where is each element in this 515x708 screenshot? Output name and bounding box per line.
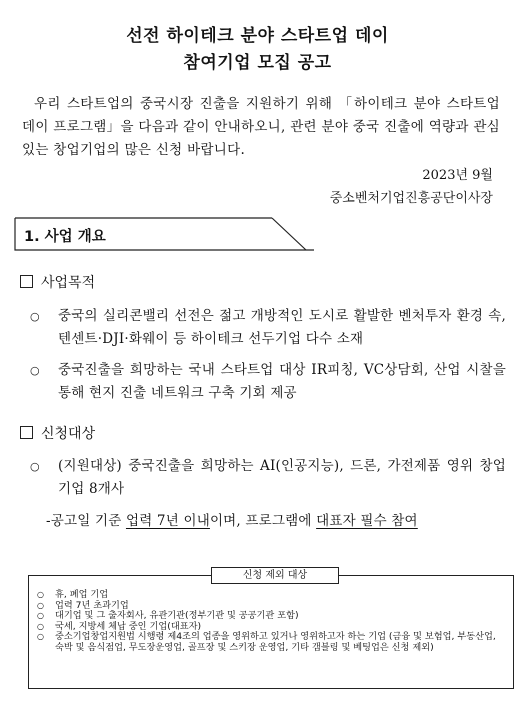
purpose-item bbox=[30, 305, 506, 351]
circle-bullet-icon: ○ bbox=[30, 460, 40, 473]
exclusion-box bbox=[28, 570, 514, 689]
section-heading bbox=[14, 217, 314, 251]
target-heading bbox=[20, 423, 95, 443]
issue-block bbox=[330, 164, 493, 210]
exclusion-item-text: 대기업 및 그 출자회사, 유관기관(정부기관 및 공공기관 포함) bbox=[55, 610, 299, 622]
circle-bullet-icon: ○ bbox=[30, 310, 40, 323]
target-item bbox=[30, 455, 506, 501]
target-item-text: (지원대상) 중국진출을 희망하는 AI(인공지능), 드론, 가전제품 영위 창업 기업 8개사 bbox=[58, 458, 506, 497]
square-bullet-icon bbox=[20, 426, 33, 439]
exclusion-list bbox=[37, 590, 503, 654]
circle-bullet-icon: ○ bbox=[37, 590, 44, 599]
eligibility-prefix: -공고일 기준 bbox=[46, 513, 126, 529]
exclusion-item-text: 중소기업창업지원법 시행령 제4조의 업종을 영위하고 있거나 영위하고자 하는 기업 (금융 및 보험업, 부동산업, 숙박 및 음식점업, 무도장운영업, 골프장 및 스키장 운영업, 기타 갬블링 및 베팅업은 신청 제외) bbox=[55, 631, 496, 653]
exclusion-title: 신청 제외 대상 bbox=[211, 567, 339, 584]
issue-date: 2023년 9월 bbox=[422, 168, 493, 183]
target-heading-text: 신청대상 bbox=[41, 426, 96, 442]
eligibility-age-condition: 업력 7년 이내 bbox=[125, 513, 210, 529]
announcement-subtitle: 참여기업 모집 공고 bbox=[183, 53, 332, 73]
eligibility-ceo-condition: 대표자 필수 참여 bbox=[316, 513, 418, 529]
purpose-heading bbox=[20, 272, 95, 292]
purpose-item bbox=[30, 359, 506, 405]
purpose-item-text: 중국의 실리콘밸리 선전은 젊고 개방적인 도시로 활발한 벤처투자 환경 속, 텐센트·DJI·화웨이 등 하이테크 선두기업 다수 소재 bbox=[58, 308, 506, 347]
purpose-heading-text: 사업목적 bbox=[41, 275, 96, 291]
eligibility-note bbox=[46, 509, 418, 529]
announcement-title: 선전 하이테크 분야 스타트업 데이 bbox=[126, 26, 389, 46]
circle-bullet-icon: ○ bbox=[37, 611, 44, 621]
issuer-name: 중소벤처기업진흥공단이사장 bbox=[329, 191, 493, 206]
circle-bullet-icon: ○ bbox=[37, 632, 44, 642]
exclusion-item-text: 업력 7년 초과기업 bbox=[55, 599, 129, 611]
section-title: 1. 사업 개요 bbox=[24, 229, 106, 245]
exclusion-item-text: 국세, 지방세 체납 중인 기업(대표자) bbox=[55, 620, 202, 632]
circle-bullet-icon: ○ bbox=[30, 364, 40, 377]
exclusion-item bbox=[37, 632, 503, 653]
purpose-item-text: 중국진출을 희망하는 국내 스타트업 대상 IR피칭, VC상담회, 산업 시찰을 통해 현지 진출 네트워크 구축 기회 제공 bbox=[58, 362, 506, 401]
circle-bullet-icon: ○ bbox=[37, 600, 44, 610]
intro-paragraph: 우리 스타트업의 중국시장 진출을 지원하기 위해 「하이테크 분야 스타트업 데이 프로그램」을 다음과 같이 안내하오니, 관련 분야 중국 진출에 역량과 관심 있는 창업기업의 많은 신청 바랍니다. bbox=[22, 96, 500, 158]
eligibility-mid: 이며, 프로그램에 bbox=[209, 513, 317, 529]
square-bullet-icon bbox=[20, 275, 33, 288]
circle-bullet-icon: ○ bbox=[37, 621, 44, 631]
exclusion-item-text: 휴, 폐업 기업 bbox=[55, 589, 109, 600]
